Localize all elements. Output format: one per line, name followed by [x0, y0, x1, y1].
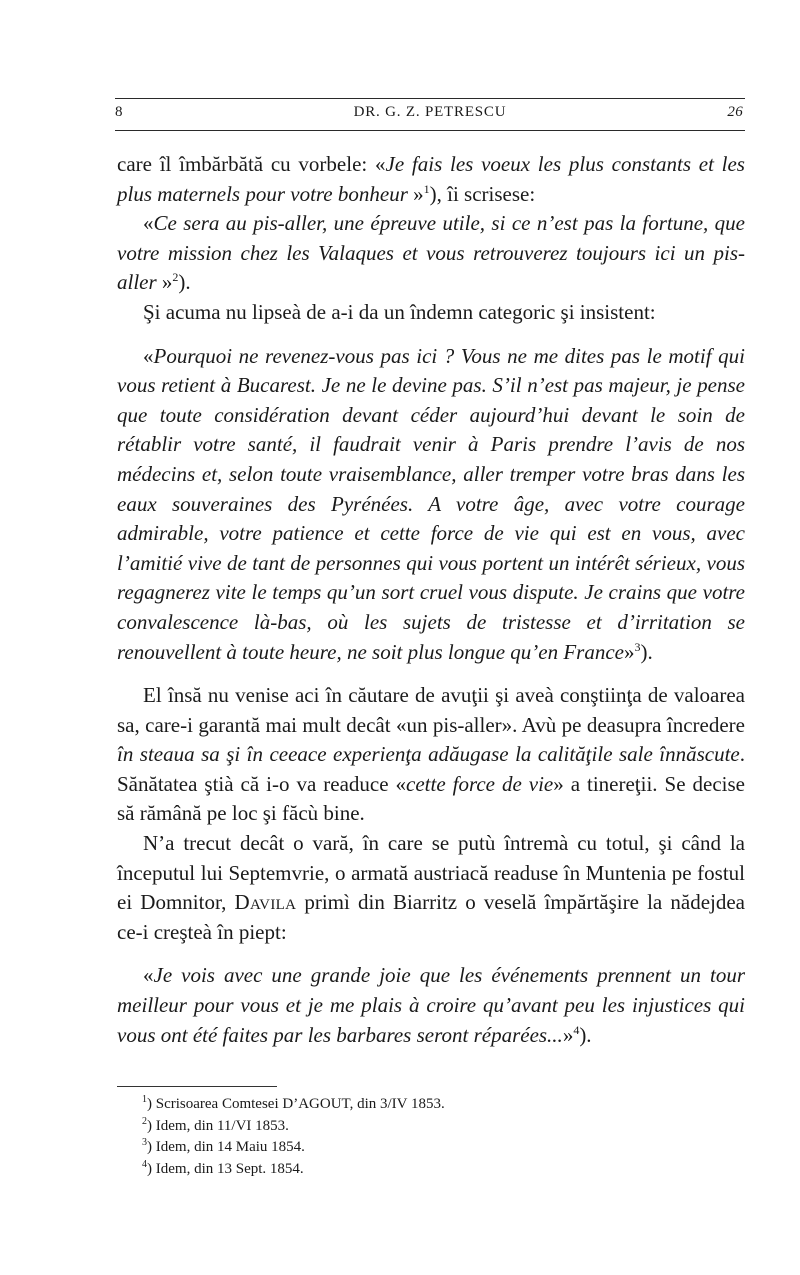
footnote: $^2$) Idem, din 11/VI 1853.: [142, 1115, 289, 1134]
footnote: $^1$) Scrisoarea Comtesei D’AGOUT, din 3/IV 1853.: [142, 1094, 445, 1112]
footnote-ref-2: 2: [172, 270, 179, 285]
footnotes: [142, 1094, 445, 1180]
emphasis-1: în steaua sa şi în ceeace experienţa adăugase la calităţile sale înnăscute: [117, 742, 740, 767]
quote-1: Je fais les voeux les plus constants et les plus maternels pour votre bonheur: [117, 152, 745, 206]
name-davila: Davila: [234, 890, 297, 915]
emphasis-2: cette force de vie: [406, 771, 554, 796]
header-rule-top: [115, 98, 745, 99]
footnote-rule: [117, 1086, 277, 1087]
paragraph-4: «Pourquoi ne revenez-vous pas ici ? Vous ne me dites pas le motif qui vous retient à Bucarest. Je ne le devine pas. S’il n’est pas majeur, je pense que toute considération devant céder aujourd’hui devant le soin de rétablir votre santé, il faudrait venir à Paris prendre l’avis de nos médecins et, selon toute vraisemblance, aller tremper votre bras dans les eaux souveraines des Pyrénées. A votre âge, avec votre courage admirable, votre patience et cette force de vie qui est en vous, avec l’amitié vive de tant de personnes qui vous portent un intérêt sérieux, vous regagnerez vite le temps qu’un sort cruel vous dispute. Je crains que votre convalescence là-bas, où les sujets de tristesse et d’irritation se renouvellent à toute heure, ne soit plus longue qu’en France»$^3$).: [117, 343, 745, 664]
footnote: $^3$) Idem, din 14 Maiu 1854.: [142, 1137, 305, 1155]
quote-2: Ce sera au pis-aller, une épreuve utile, si ce n’est pas la fortune, que votre mission chez les Valaques et vous retrouverez toujours ici un pis-aller: [117, 211, 745, 295]
running-header: [115, 104, 745, 126]
paragraph-2: «Ce sera au pis-aller, une épreuve utile, si ce n’est pas la fortune, que votre mission chez les Valaques et vous retrouverez toujours ici un pis-aller »$^2$).: [117, 211, 745, 295]
footnote-ref-1: 1: [423, 181, 430, 196]
body-text: [117, 150, 745, 1050]
paragraph-6: N’a trecut decât o vară, în care se putù întremà cu totul, şi când la începutul lui Septemvrie, o armată austriacă readuse în Muntenia pe fostul ei Domnitor, Davila primì din Biarritz o veselă împărtăşire la nădejdea ce-i creşteà în piept:: [117, 831, 745, 944]
running-head-author: DR. G. Z. PETRESCU: [353, 104, 507, 120]
header-rule-bottom: [115, 130, 745, 131]
paragraph-3: Şi acuma nu lipseà de a-i da un îndemn categoric şi insistent:: [143, 299, 656, 324]
page-number: 8: [115, 104, 123, 120]
footnote-ref-4: 4: [573, 1022, 580, 1037]
quote-3: Pourquoi ne revenez-vous pas ici ? Vous ne me dites pas le motif qui vous retient à Bucarest. Je ne le devine pas. S’il n’est pas majeur, je pense que toute considération devant céder aujourd’hui devant le soin de rétablir votre santé, il faudrait venir à Paris prendre l’avis de nos médecins et, selon toute vraisemblance, aller tremper votre bras dans les eaux souveraines des Pyrénées. A votre âge, avec votre courage admirable, votre patience et cette force de vie qui est en vous, avec l’amitié vive de tant de personnes qui vous portent un intérêt sérieux, vous regagnerez vite le temps qu’un sort cruel vous dispute. Je crains que votre convalescence là-bas, où les sujets de tristesse et d’irritation se renouvellent à toute heure, ne soit plus longue qu’en France: [117, 343, 745, 664]
footnote: $^4$) Idem, din 13 Sept. 1854.: [142, 1158, 304, 1177]
paragraph-7: «Je vois avec une grande joie que les événements prennent un tour meilleur pour vous et je me plais à croire qu’avant peu les injustices qui vous ont été faites par les barbares seront réparées...»$^4$).: [117, 963, 745, 1047]
paragraph-1: care îl îmbărbătă cu vorbele: «Je fais les voeux les plus constants et les plus maternels pour votre bonheur »$^1$), îi scrisese:: [117, 152, 745, 206]
quote-4: Je vois avec une grande joie que les événements prennent un tour meilleur pour vous et je me plais à croire qu’avant peu les injustices qui vous ont été faites par les barbares seront réparées...: [117, 963, 745, 1047]
section-number: 26: [727, 104, 743, 120]
footnote-ref-3: 3: [634, 639, 641, 654]
paragraph-5: El însă nu venise aci în căutare de avuţii şi aveà conştiinţa de valoarea sa, care-i garantă mai mult decât «un pis-aller». Avù pe deasupra încredere în steaua sa şi în ceeace experienţa adăugase la calităţile sale înnăscute. Sănătatea ştià că i-o va readuce «cette force de vie» a tinereţii. Se decise să rămână pe loc şi făcù bine.: [117, 683, 745, 826]
